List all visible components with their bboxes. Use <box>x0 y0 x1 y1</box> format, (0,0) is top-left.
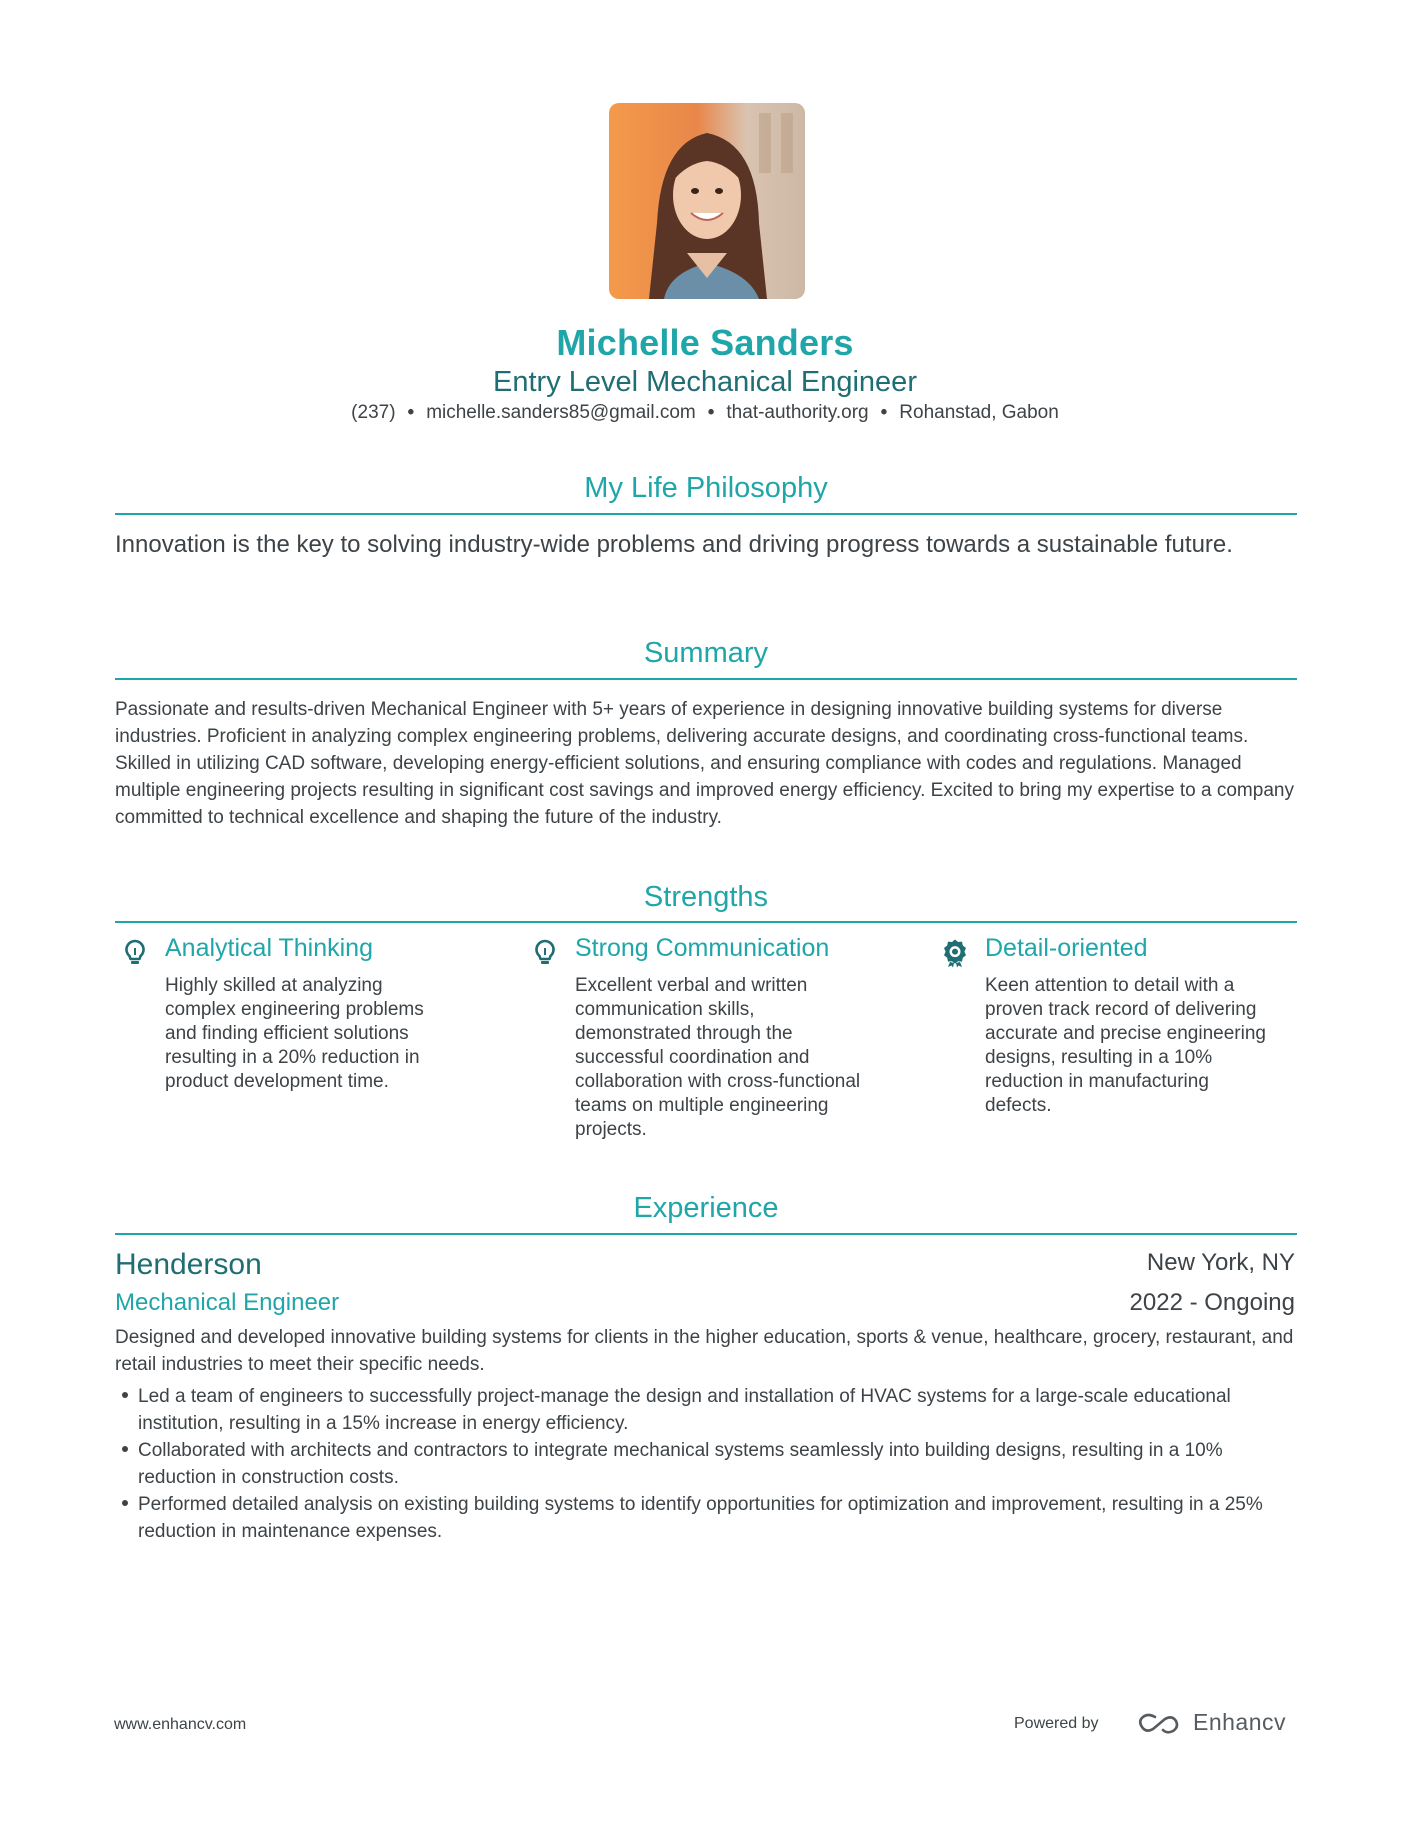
philosophy-text: Innovation is the key to solving industry-wide problems and driving progress towards a sustainable future. <box>115 531 1233 558</box>
experience-location: New York, NY <box>1146 1249 1295 1276</box>
award-badge-icon <box>942 938 968 968</box>
summary-text: Passionate and results-driven Mechanical Engineer with 5+ years of experience in designing innovative building systems for diverse industries. Proficient in analyzing complex engineering problems, delivering accurate designs, and coordinating cross-functional teams. Skilled in utilizing CAD software, developing energy-efficient solutions, and ensuring compliance with codes and regulations. Managed multiple engineering projects resulting in significant cost savings and improved energy efficiency. Excited to bring my expertise to a company committed to technical excellence and shaping the future of the industry. <box>115 699 1294 828</box>
contact-info <box>0 402 1410 424</box>
strength-title: Analytical Thinking <box>165 934 373 962</box>
section-title-strengths: Strengths <box>643 881 769 913</box>
section-divider <box>115 1233 1297 1235</box>
contact-separator: • <box>880 402 888 423</box>
section-title-philosophy: My Life Philosophy <box>584 472 828 504</box>
avatar-photo <box>609 103 805 299</box>
contact-website[interactable]: that-authority.org <box>726 402 869 423</box>
enhancv-logo-icon <box>1135 1711 1183 1737</box>
avatar <box>609 103 805 299</box>
list-item: Collaborated with architects and contractors to integrate mechanical systems seamlessly into building designs, resulting in a 10% reduction in construction costs. <box>115 1437 1297 1491</box>
strength-description: Excellent verbal and written communication skills, demonstrated through the successful coordination and collaboration with cross-functional teams on multiple engineering projects. <box>575 975 861 1140</box>
footer-brand: Enhancv <box>1193 1709 1287 1735</box>
list-item: Performed detailed analysis on existing building systems to identify opportunities for optimization and improvement, resulting in a 25% reduction in maintenance expenses. <box>115 1491 1297 1545</box>
experience-dates: 2022 - Ongoing <box>1129 1289 1295 1316</box>
experience-company: Henderson <box>115 1248 262 1281</box>
strength-title: Detail-oriented <box>985 934 1148 962</box>
strength-title: Strong Communication <box>575 934 830 962</box>
footer-website-link[interactable]: www.enhancv.com <box>114 1716 247 1733</box>
strength-description: Keen attention to detail with a proven track record of delivering accurate and precise engineering designs, resulting in a 10% reduction in manufacturing defects. <box>985 975 1266 1116</box>
contact-separator: • <box>707 402 715 423</box>
experience-bullets <box>115 1383 1297 1545</box>
candidate-name: Michelle Sanders <box>556 322 854 363</box>
section-divider <box>115 513 1297 515</box>
section-divider <box>115 678 1297 680</box>
experience-description: Designed and developed innovative building systems for clients in the higher education, sports & venue, healthcare, grocery, restaurant, and retail industries to meet their specific needs. <box>115 1327 1294 1375</box>
lightbulb-icon <box>122 938 148 968</box>
list-item: Led a team of engineers to successfully project-manage the design and installation of HVAC systems for a large-scale educational institution, resulting in a 15% increase in energy efficiency. <box>115 1383 1297 1437</box>
lightbulb-icon <box>532 938 558 968</box>
contact-location: Rohanstad, Gabon <box>899 402 1059 423</box>
section-title-experience: Experience <box>633 1192 779 1224</box>
candidate-title: Entry Level Mechanical Engineer <box>493 366 917 398</box>
strength-description: Highly skilled at analyzing complex engineering problems and finding efficient solutions resulting in a 20% reduction in product development time. <box>165 975 424 1092</box>
contact-phone: (237) <box>351 402 396 423</box>
section-divider <box>115 921 1297 923</box>
contact-separator: • <box>407 402 415 423</box>
section-title-summary: Summary <box>643 637 769 669</box>
footer-powered-by: Powered by <box>1014 1715 1099 1732</box>
experience-role: Mechanical Engineer <box>115 1289 340 1316</box>
contact-email[interactable]: michelle.sanders85@gmail.com <box>426 402 696 423</box>
